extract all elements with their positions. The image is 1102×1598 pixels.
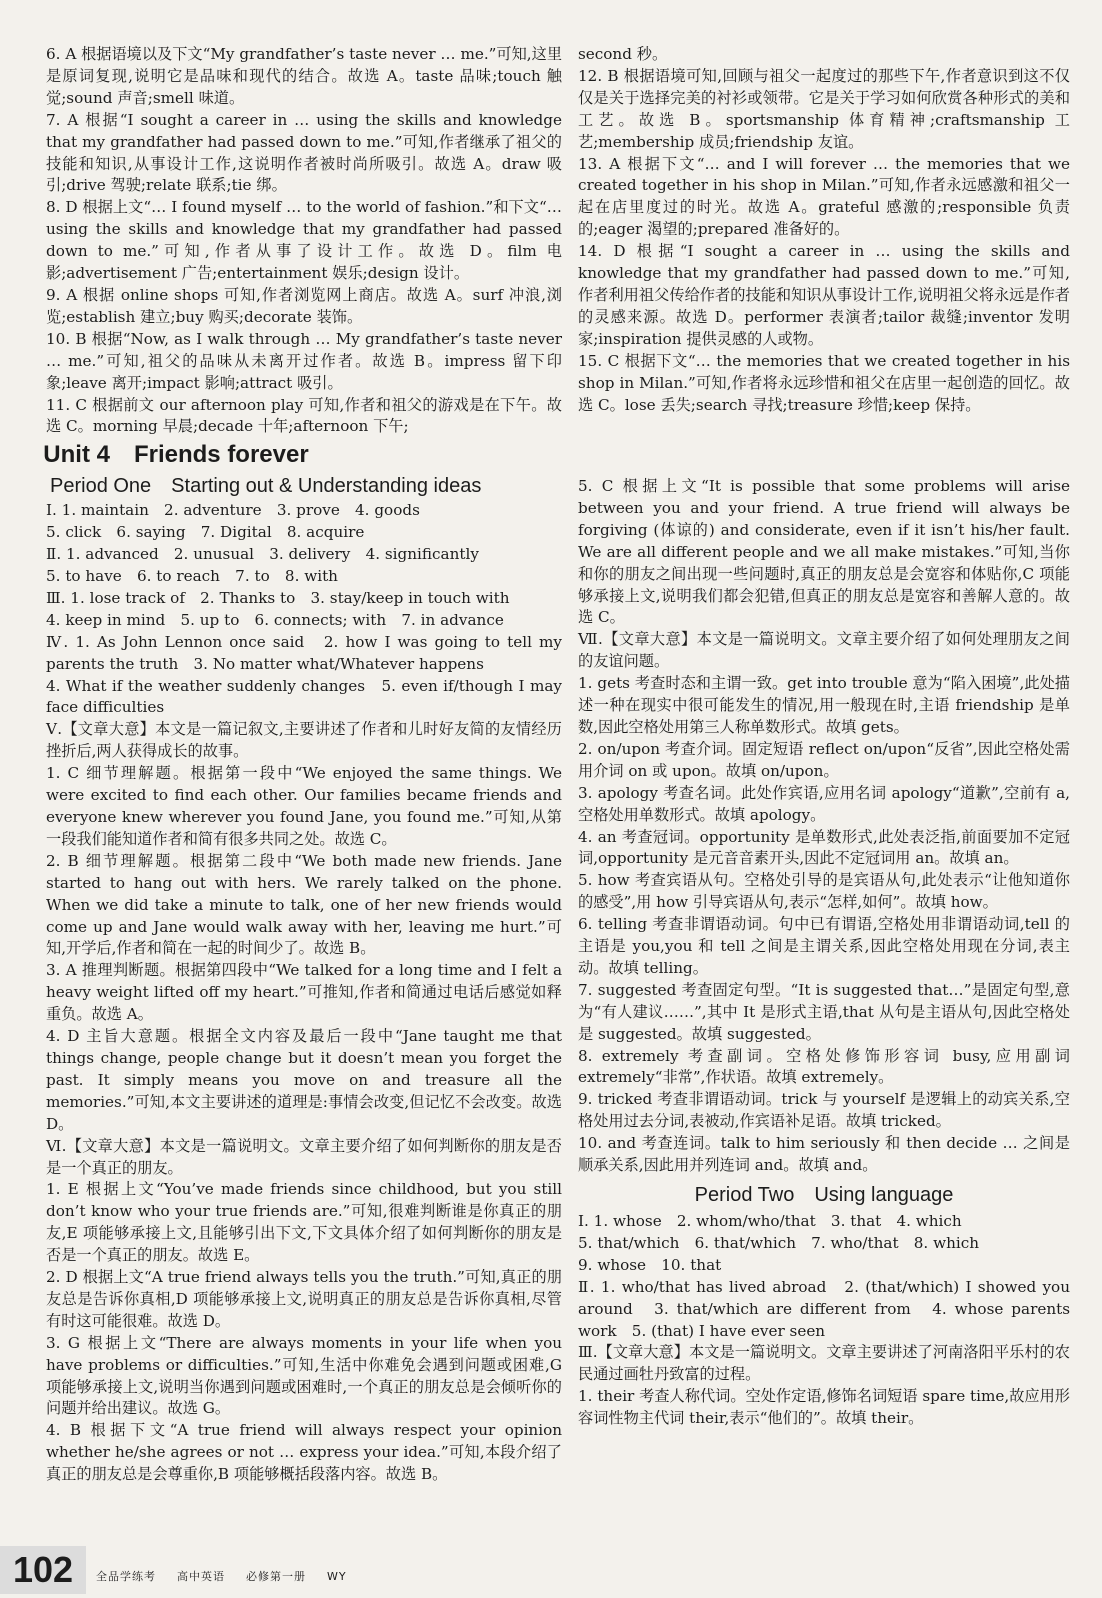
series-name: 全品学练考 (96, 1570, 156, 1583)
answer-line: 5. how 考查宾语从句。空格处引导的是宾语从句,此处表示“让他知道你的感受”,用 how 引导宾语从句,表示“怎样,如何”。故填 how。 (578, 871, 1070, 912)
answer-9: 9. A 根据 online shops 可知,作者浏览网上商店。故选 A。surf 冲浪,浏览;establish 建立;buy 购买;decorate 装饰。 (46, 285, 562, 326)
answer-line: 5. that/which 6. that/which 7. who/that 8. which (578, 1233, 980, 1252)
page-footer (0, 1546, 1102, 1598)
answer-line: 3. apology 考查名词。此处作宾语,应用名词 apology“道歉”,空前有 a,空格处用单数形式。故填 apology。 (578, 783, 1070, 824)
page-number: 102 (0, 1546, 86, 1594)
footer-info (96, 1568, 347, 1584)
book-label: 必修第一册 (246, 1570, 306, 1583)
right-answers-block-2 (578, 476, 1070, 1177)
answer-line: Ⅳ. 1. As John Lennon once said 2. how I was going to tell my parents the truth 3. No matter what/Whatever happens (46, 632, 562, 673)
right-answers-block-3 (578, 1211, 1070, 1430)
answer-line: 9. whose 10. that (578, 1255, 722, 1274)
answer-line: 3. A 推理判断题。根据第四段中“We talked for a long time and I felt a heavy weight lifted off my heart.”可推知,作者和简通过电话后感觉如释重负。故选 A。 (46, 961, 562, 1024)
answer-line: 1. C 细节理解题。根据第一段中“We enjoyed the same things. We were excited to find each other. Our families became friends and everyone knew wherever you found Jane, you found me.”可知,从第一段我们能知道作者和简有很多共同之处。故选 C。 (46, 764, 562, 848)
answer-line: 8. extremely 考查副词。空格处修饰形容词 busy,应用副词 extremely“非常”,作状语。故填 extremely。 (578, 1046, 1070, 1087)
answer-line: 6. telling 考查非谓语动词。句中已有谓语,空格处用非谓语动词,tell 的主语是 you,you 和 tell 之间是主谓关系,因此空格处用现在分词,表主动。故填 telling。 (578, 915, 1070, 977)
answer-line: Ⅰ. 1. whose 2. whom/who/that 3. that 4. which (578, 1212, 962, 1230)
period-two-heading: Period Two Using language (694, 1184, 954, 1206)
right-column (578, 44, 1070, 1430)
period-one-heading: Period One Starting out & Understanding ideas (50, 475, 482, 498)
answer-8: 8. D 根据上文“… I found myself … to the world of fashion.”和下文“… using the skills and knowledge that my grandfather had passed down to me.”可知,作者从事了设计工作。故选 D。film 电影;advertisement 广告;entertainment 娱乐;design 设计。 (46, 198, 562, 283)
answer-line: 5. click 6. saying 7. Digital 8. acquire (46, 523, 365, 542)
answer-line: 9. tricked 考查非谓语动词。trick 与 yourself 是逻辑上的动宾关系,空格处用过去分词,表被动,作宾语补足语。故填 tricked。 (578, 1090, 1070, 1131)
left-answers-block-2 (46, 500, 562, 1486)
answer-line: 1. their 考查人称代词。空处作定语,修饰名词短语 spare time,故应用形容词性物主代词 their,表示“他们的”。故填 their。 (578, 1387, 1070, 1428)
answer-line: 5. C 根据上文“It is possible that some problems will arise between you and your friend. A true friend will always be forgiving (体谅的) and considerate, even if it isn’t his/her fault. We are all different people and we all make mistakes.”可知,当你和你的朋友之间出现一些问题时,真正的朋友总是会宽容和体贴你,C 项能够承接上文,说明我们都会犯错,但真正的朋友总是宽容和善解人意的。故选 C。 (578, 477, 1070, 627)
answer-line: 2. B 细节理解题。根据第二段中“We both made new friends. Jane started to hang out with hers. We rarely talked on the phone. When we did take a minute to talk, one of her new friends would come up and Jane would walk away with her, leaving me hurt.”可知,开学后,作者和简在一起的时间少了。故选 B。 (46, 851, 562, 958)
answer-6: 6. A 根据语境以及下文“My grandfather’s taste never … me.”可知,这里是原词复现,说明它是品味和现代的结合。故选 A。taste 品味;touch 触觉;sound 声音;smell 味道。 (46, 45, 563, 107)
passage-summary: Ⅲ.【文章大意】本文是一篇说明文。文章主要讲述了河南洛阳平乐村的农民通过画牡丹致富的过程。 (578, 1343, 1070, 1384)
left-column (43, 44, 563, 1486)
answer-7: 7. A 根据“I sought a career in … using the skills and knowledge that my grandfather had passed down to me.”可知,作者继承了祖父的技能和知识,从事设计工作,这说明作者被时尚所吸引。故选 A。draw 吸引;drive 驾驶;relate 联系;tie 绑。 (46, 110, 562, 195)
answer-line: 1. E 根据上文“You’ve made friends since childhood, but you still don’t know who your true friends are.”可知,很难判断谁是你真正的朋友,E 项能够承接上文,且能够引出下文,下文具体介绍了如何判断你的朋友是否是一个真正的朋友。故选 E。 (46, 1180, 562, 1265)
grade-label: 高中英语 (177, 1570, 225, 1583)
answer-line: Ⅱ. 1. advanced 2. unusual 3. delivery 4. significantly (46, 545, 479, 564)
answer-line: 4. an 考查冠词。opportunity 是单数形式,此处表泛指,前面要加不定冠词,opportunity 是元音音素开头,因此不定冠词用 an。故填 an。 (578, 827, 1070, 868)
passage-summary: Ⅵ.【文章大意】本文是一篇说明文。文章主要介绍了如何判断你的朋友是否是一个真正的朋友。 (46, 1136, 562, 1177)
answer-11: 11. C 根据前文 our afternoon play 可知,作者和祖父的游戏是在下午。故选 C。morning 早晨;decade 十年;afternoon 下午; (46, 395, 562, 436)
answer-12: 12. B 根据语境可知,回顾与祖父一起度过的那些下午,作者意识到这不仅仅是关于选择完美的衬衫或领带。它是关于学习如何欣赏各种形式的美和工艺。故选 B。sportsmanship 体育精神;craftsmanship 工艺;membership 成员;friendship 友谊。 (578, 66, 1070, 151)
answer-line: 3. G 根据上文“There are always moments in your life when you have problems or difficulties.”可知,生活中你难免会遇到问题或困难,G 项能够承接上文,说明当你遇到问题或困难时,一个真正的朋友总是会倾听你的问题并给出建议。故选 G。 (46, 1333, 562, 1418)
answer-10: 10. B 根据“Now, as I walk through … My grandfather’s taste never … me.”可知,祖父的品味从未离开过作者。故选 B。impress 留下印象;leave 离开;impact 影响;attract 吸引。 (46, 329, 562, 392)
passage-summary: Ⅴ.【文章大意】本文是一篇记叙文,主要讲述了作者和儿时好友简的友情经历挫折后,两人获得成长的故事。 (46, 720, 562, 761)
answer-line: 4. keep in mind 5. up to 6. connects; with 7. in advance (46, 610, 504, 629)
answer-line: Ⅰ. 1. maintain 2. adventure 3. prove 4. goods (46, 501, 420, 520)
answer-line: 4. B 根据下文“A true friend will always respect your opinion whether he/she agrees or not … express your idea.”可知,本段介绍了真正的朋友总是会尊重你,B 项能够概括段落内容。故选 B。 (46, 1421, 562, 1484)
answer-line: 2. on/upon 考查介词。固定短语 reflect on/upon“反省”,因此空格处需用介词 on 或 upon。故填 on/upon。 (578, 739, 1070, 780)
answer-line: 1. gets 考查时态和主谓一致。get into trouble 意为“陷入困境”,此处描述一种在现实中很可能发生的情况,用一般现在时,主语 friendship 是单数,因此空格处用第三人称单数形式。故填 gets。 (578, 674, 1070, 736)
answer-line: Ⅲ. 1. lose track of 2. Thanks to 3. stay/keep in touch with (46, 588, 510, 607)
answer-14: 14. D 根据“I sought a career in … using the skills and knowledge that my grandfather had passed down to me.”可知,作者利用祖父传给作者的技能和知识从事设计工作,说明祖父将永远是作者的灵感来源。故选 D。performer 表演者;tailor 裁缝;inventor 发明家;inspiration 提供灵感的人或物。 (578, 242, 1070, 348)
answer-line: Ⅱ. 1. who/that has lived abroad 2. (that/which) I showed you around 3. that/which are different from 4. whose parents work 5. (that) I have ever seen (578, 1277, 1070, 1340)
answer-15: 15. C 根据下文“… the memories that we created together in his shop in Milan.”可知,作者将永远珍惜和祖父在店里一起创造的回忆。故选 C。lose 丢失;search 寻找;treasure 珍惜;keep 保持。 (578, 351, 1070, 414)
answer-line: 7. suggested 考查固定句型。“It is suggested that…”是固定句型,意为“有人建议……”,其中 It 是形式主语,that 从句是主语从句,因此空格处是 suggested。故填 suggested。 (578, 980, 1070, 1043)
edition-label: WY (327, 1570, 347, 1583)
answer-line: second 秒。 (578, 45, 668, 63)
answer-line: 5. to have 6. to reach 7. to 8. with (46, 567, 338, 586)
answer-line: 4. What if the weather suddenly changes 5. even if/though I may face difficulties (46, 676, 562, 717)
left-answers-block-1 (46, 44, 562, 438)
answer-line: 4. D 主旨大意题。根据全文内容及最后一段中“Jane taught me that things change, people change but it doesn’t mean you forget the past. It simply means you move on and treasure all the memories.”可知,本文主要讲述的道理是:事情会改变,但记忆不会改变。故选 D。 (46, 1027, 562, 1133)
passage-summary: Ⅶ.【文章大意】本文是一篇说明文。文章主要介绍了如何处理朋友之间的友谊问题。 (578, 630, 1070, 671)
unit-title: Unit 4 Friends forever (43, 441, 309, 469)
right-answers-block-1 (578, 44, 1070, 436)
answer-13: 13. A 根据下文“… and I will forever … the memories that we created together in his shop in Milan.”可知,作者永远感激和祖父一起在店里度过的时光。故选 A。grateful 感激的;responsible 负责的;eager 渴望的;prepared 准备好的。 (578, 154, 1070, 239)
answer-line: 10. and 考查连词。talk to him seriously 和 then decide … 之间是顺承关系,因此用并列连词 and。故填 and。 (578, 1134, 1070, 1175)
answer-line: 2. D 根据上文“A true friend always tells you the truth.”可知,真正的朋友总是告诉你真相,D 项能够承接上文,说明真正的朋友总是告诉你真相,尽管有时这可能很难。故选 D。 (46, 1268, 562, 1330)
